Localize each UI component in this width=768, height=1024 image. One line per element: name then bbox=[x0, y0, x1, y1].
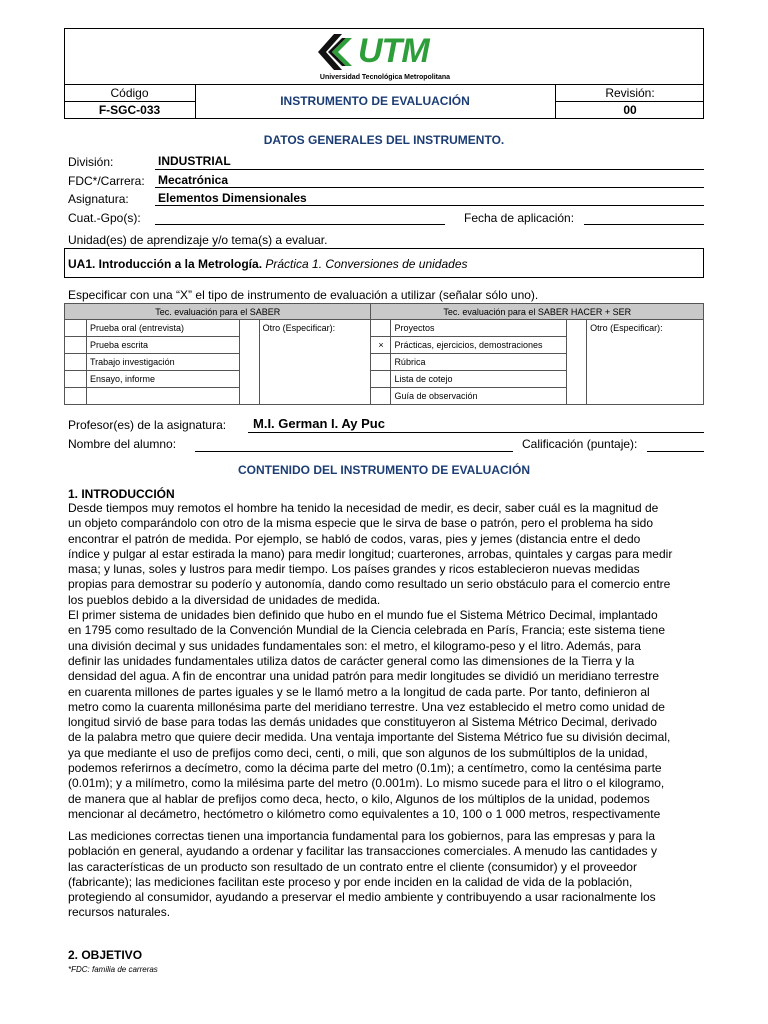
p2-line: (fabricante); las mediciones facilitan este proceso y por ende inciden en la calidad de vida de la población, bbox=[68, 874, 633, 889]
subject-label: Asignatura: bbox=[68, 192, 129, 206]
checkbox-essay[interactable] bbox=[65, 371, 87, 388]
fdc-label: FDC*/Carrera: bbox=[68, 174, 145, 188]
option-written: Prueba escrita bbox=[86, 337, 239, 354]
saber-hacer-header: Tec. evaluación para el SABER HACER + SER bbox=[371, 304, 704, 320]
p1-line: masa; y lunas, soles y lustros para medir tiempo. Los países grandes y ricos establecieron nuevas medidas bbox=[68, 562, 640, 577]
checkbox-research[interactable] bbox=[65, 354, 87, 371]
checkbox-checklist[interactable] bbox=[371, 371, 391, 388]
logo-text: UTM bbox=[358, 32, 429, 70]
checkbox-written[interactable] bbox=[65, 337, 87, 354]
date-underline bbox=[584, 224, 704, 225]
option-blank bbox=[86, 388, 239, 405]
code-divider bbox=[64, 101, 195, 102]
footnote: *FDC: familia de carreras bbox=[68, 965, 158, 974]
p1-line: un objeto comparándolo con otro de la misma especie que le sirva de base o patrón, pero el problema ha sido bbox=[68, 516, 654, 531]
fdc-value: Mecatrónica bbox=[158, 173, 229, 187]
student-underline bbox=[195, 451, 513, 452]
p1-line: densidad del agua. A fin de encontrar una unidad patrón para medir longitudes se dividió un meridiano terrestre bbox=[68, 669, 660, 684]
checkbox-projects[interactable] bbox=[371, 320, 391, 337]
date-label: Fecha de aplicación: bbox=[464, 211, 575, 225]
checkbox-practices[interactable]: × bbox=[371, 337, 391, 354]
p1-line: (0.01m); y a milímetro, como la milésima parte del metro (0.001m). Lo mismo sucede para el litro o el kilogramo, bbox=[68, 776, 665, 791]
fdc-underline bbox=[155, 187, 704, 188]
teacher-label: Profesor(es) de la asignatura: bbox=[68, 418, 227, 432]
p1-line: metro como la cuarenta millonésima parte del meridiano terrestre. Una vez establecido el metro como unidad de bbox=[68, 699, 665, 714]
p1-line: encontrar el patrón de medida. Por ejemplo, se habló de codos, varas, pies y jemes (distancia entre el dedo bbox=[68, 531, 641, 546]
general-data-heading: DATOS GENERALES DEL INSTRUMENTO. bbox=[263, 133, 505, 147]
grade-field[interactable] bbox=[647, 437, 704, 451]
unit-practice: Práctica 1. Conversiones de unidades bbox=[265, 257, 468, 271]
code-label: Código bbox=[110, 86, 149, 100]
division-underline bbox=[155, 169, 704, 170]
subject-value: Elementos Dimensionales bbox=[158, 191, 307, 205]
specify-instruction: Especificar con una “X” el tipo de instrumento de evaluación a utilizar (señalar sólo uno). bbox=[68, 288, 539, 302]
p1-line: propias para demostrar su poderío y autonomía, dando como resultado un serio obstáculo para el comercio entre bbox=[68, 577, 671, 592]
group-underline bbox=[155, 224, 445, 225]
p1-line: en cuarenta millones de partes iguales y se le llamó metro a la longitud de cada parte. Por tanto, definieron al bbox=[68, 684, 650, 699]
subject-underline bbox=[155, 205, 704, 206]
division-label: División: bbox=[68, 155, 114, 169]
student-field[interactable] bbox=[195, 437, 513, 451]
header-divider bbox=[64, 84, 704, 85]
date-field[interactable] bbox=[584, 210, 704, 224]
p2-line: Las mediciones correctas tienen una importancia fundamental para los gobiernos, para las empresas y para la bbox=[68, 829, 655, 843]
document-title: INSTRUMENTO DE EVALUACIÓN bbox=[280, 94, 470, 108]
introduction-paragraph-1 bbox=[68, 501, 700, 822]
group-field[interactable] bbox=[155, 210, 445, 224]
option-rubric: Rúbrica bbox=[391, 354, 567, 371]
table-row bbox=[65, 320, 704, 337]
division-value: INDUSTRIAL bbox=[158, 154, 231, 168]
p1-line: en 1795 como resultado de la Convención Mundial de la Ciencia celebrada en París, Francia; este sistema tiene bbox=[68, 623, 666, 638]
revision-label: Revisión: bbox=[605, 86, 655, 100]
p2-line: población en general, ayudando a ordenar y facilitar las transacciones comerciales. A menudo las cantidades y bbox=[68, 844, 658, 859]
option-oral: Prueba oral (entrevista) bbox=[86, 320, 239, 337]
checkbox-rubric[interactable] bbox=[371, 354, 391, 371]
university-name: Universidad Tecnológica Metropolitana bbox=[319, 74, 451, 81]
p1-line: de la palabra metro que quiere decir medida. Una ventaja importante del Sistema Métrico fue su división decimal, bbox=[68, 730, 671, 745]
p1-line: Desde tiempos muy remotos el hombre ha tenido la necesidad de medir, es decir, saber cuál es la magnitud de bbox=[68, 501, 659, 515]
section-2-title: 2. OBJETIVO bbox=[68, 948, 143, 962]
p1-line: mencionar al decámetro, hectómetro o kilómetro como equivalentes a 10, 100 o 1 000 metros, respectivamente bbox=[68, 806, 661, 821]
revision-value: 00 bbox=[623, 103, 637, 117]
p1-line: definir las unidades fundamentales utiliza datos de carácter general como las dimensiones de la Tierra y la bbox=[68, 653, 635, 668]
grade-label: Calificación (puntaje): bbox=[522, 437, 638, 451]
checkbox-other-hacer[interactable] bbox=[567, 320, 587, 405]
unit-text bbox=[68, 257, 468, 271]
saber-header: Tec. evaluación para el SABER bbox=[65, 304, 371, 320]
option-projects: Proyectos bbox=[391, 320, 567, 337]
section-1-title: 1. INTRODUCCIÓN bbox=[68, 487, 175, 501]
p1-line: El primer sistema de unidades bien definido que hubo en el mundo fue el Sistema Métrico Decimal, implantado bbox=[68, 608, 658, 623]
checkbox-observation[interactable] bbox=[371, 388, 391, 405]
utm-logo bbox=[312, 30, 462, 74]
checkbox-oral[interactable] bbox=[65, 320, 87, 337]
p1-line: podemos referirnos a decímetro, como la décima parte del metro (0.1m); a centímetro, como la centésima parte bbox=[68, 761, 662, 776]
grade-underline bbox=[647, 451, 704, 452]
p2-line: las características de un producto son resultado de un contrato entre el cliente (consumidor) y el proveedor bbox=[68, 859, 637, 874]
option-observation: Guía de observación bbox=[391, 388, 567, 405]
other-saber-label: Otro (Especificar): bbox=[259, 320, 371, 405]
p2-line: recursos naturales. bbox=[68, 905, 171, 920]
option-practices: Prácticas, ejercicios, demostraciones bbox=[391, 337, 567, 354]
introduction-paragraph-2 bbox=[68, 829, 700, 921]
group-label: Cuat.-Gpo(s): bbox=[68, 211, 141, 225]
p1-line: índice y pulgar al estar estirada la mano) para medir longitud; cuarterones, arrobas, quintales y cargas para medir bbox=[68, 546, 673, 561]
unit-title: UA1. Introducción a la Metrología. bbox=[68, 257, 263, 271]
p1-line: ya que mediante el uso de prefijos como deci, centi, o mili, que son algunos de los submúltiplos de la unidad, bbox=[68, 745, 648, 760]
p1-line: de manera que al hablar de prefijos como deca, hecto, o kilo, Algunos de los múltiplos de la unidad, podemos bbox=[68, 791, 650, 806]
p1-line: longitud sirvió de base para todas las demás unidades que constituyeron al Sistema Métrico Decimal, derivado bbox=[68, 715, 657, 730]
revision-divider bbox=[555, 101, 704, 102]
code-value: F-SGC-033 bbox=[98, 103, 161, 117]
evaluation-type-table bbox=[64, 303, 704, 405]
p2-line: protegiendo al consumidor, ayudando a preservar el medio ambiente y contribuyendo a usar racionalmente los bbox=[68, 890, 656, 905]
p1-line: una división decimal y sus unidades fundamentales son: el metro, el kilogramo-peso y el litro. Además, para bbox=[68, 638, 641, 653]
checkbox-other-saber[interactable] bbox=[239, 320, 259, 405]
other-hacer-label: Otro (Especificar): bbox=[587, 320, 704, 405]
option-checklist: Lista de cotejo bbox=[391, 371, 567, 388]
units-label: Unidad(es) de aprendizaje y/o tema(s) a evaluar. bbox=[68, 233, 328, 247]
content-heading: CONTENIDO DEL INSTRUMENTO DE EVALUACIÓN bbox=[237, 463, 530, 477]
option-research: Trabajo investigación bbox=[86, 354, 239, 371]
checkbox-blank[interactable] bbox=[65, 388, 87, 405]
teacher-underline bbox=[248, 432, 704, 433]
student-label: Nombre del alumno: bbox=[68, 437, 177, 451]
option-essay: Ensayo, informe bbox=[86, 371, 239, 388]
p1-line: los pueblos debido a la diversidad de unidades de medida. bbox=[68, 592, 381, 607]
teacher-value: M.I. German I. Ay Puc bbox=[253, 416, 385, 431]
